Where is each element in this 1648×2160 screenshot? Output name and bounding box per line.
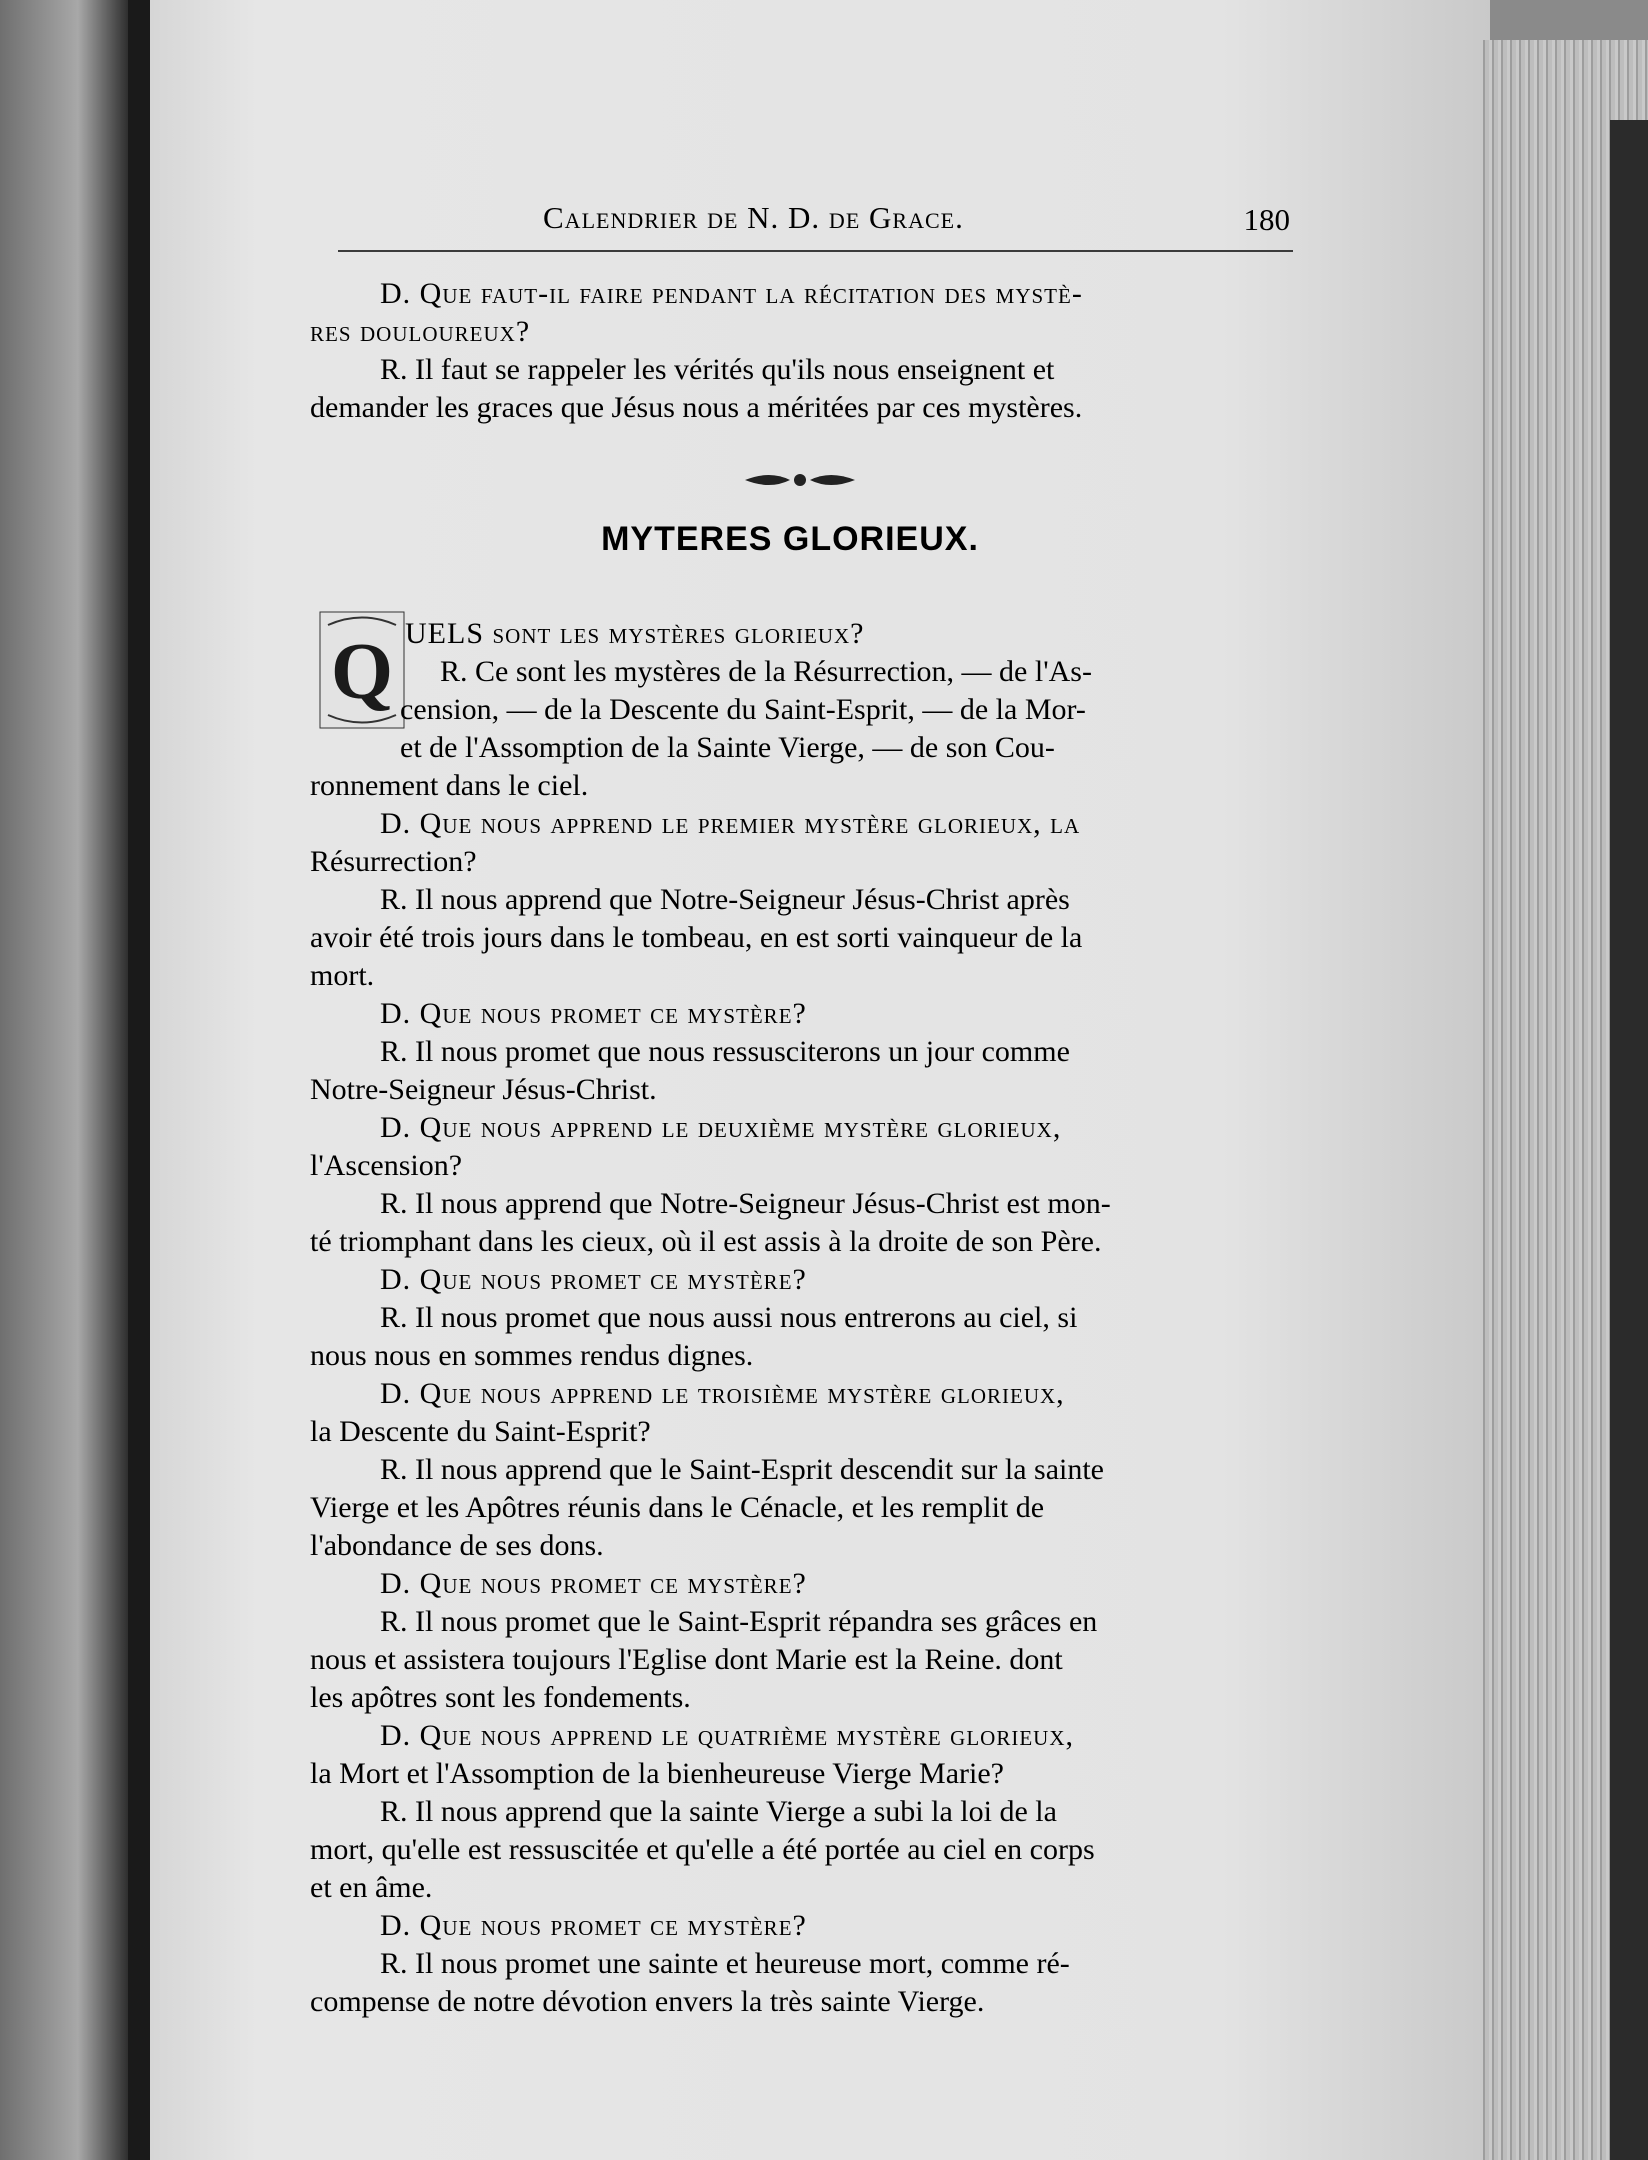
qa-line: Vierge et les Apôtres réunis dans le Cénacle, et les remplit de [310, 1491, 1045, 1524]
qa-line: nous et assistera toujours l'Eglise dont Marie est la Reine. dont [310, 1643, 1063, 1676]
intro-block [310, 275, 1300, 427]
qa-line-first: D. Que nous apprend le premier mystère glorieux, la [380, 807, 1081, 840]
qa-line-first: D. Que nous promet ce mystère? [380, 1263, 807, 1296]
book-gutter [128, 0, 150, 2160]
qa-line: té triomphant dans les cieux, où il est assis à la droite de son Père. [310, 1225, 1102, 1258]
intro-question-cont: res douloureux? [310, 315, 531, 348]
section-title: MYTERES GLORIEUX. [601, 520, 979, 558]
page-number: 180 [1243, 202, 1290, 237]
qa-line: l'abondance de ses dons. [310, 1529, 604, 1562]
qa-line-first: D. Que nous promet ce mystère? [380, 1567, 807, 1600]
qa-line: la Mort et l'Assomption de la bienheureuse Vierge Marie? [310, 1757, 1004, 1790]
qa-line-first: D. Que nous promet ce mystère? [380, 1909, 807, 1942]
intro-question: D. Que faut-il faire pendant la récitation des mystè- [380, 277, 1083, 310]
qa-line: ronnement dans le ciel. [310, 769, 589, 802]
cover-edge [1610, 120, 1648, 2160]
qa-line: et en âme. [310, 1871, 433, 1904]
qa-line: mort. [310, 959, 375, 992]
qa-line: compense de notre dévotion envers la très sainte Vierge. [310, 1985, 985, 2018]
qa-line-first: R. Il nous promet une sainte et heureuse mort, comme ré- [380, 1947, 1070, 1980]
qa-line-first: D. Que nous promet ce mystère? [380, 997, 807, 1030]
qa-line: et de l'Assomption de la Sainte Vierge, — de son Cou- [400, 731, 1055, 764]
header-rule [338, 250, 1293, 252]
ornament-icon [740, 468, 860, 492]
facing-page-edge [0, 0, 130, 2160]
qa-block [310, 615, 1300, 2021]
qa-line: cension, — de la Descente du Saint-Esprit, — de la Mor- [400, 693, 1086, 726]
qa-line: Notre-Seigneur Jésus-Christ. [310, 1073, 657, 1106]
qa-line-first: R. Il nous apprend que le Saint-Esprit descendit sur la sainte [380, 1453, 1104, 1486]
qa-line-first: D. Que nous apprend le quatrième mystère glorieux, [380, 1719, 1074, 1752]
qa-line-first: R. Il nous promet que nous aussi nous entrerons au ciel, si [380, 1301, 1078, 1334]
svg-text:Q: Q [330, 628, 394, 716]
qa-line: l'Ascension? [310, 1149, 463, 1182]
intro-answer: R. Il faut se rappeler les vérités qu'ils nous enseignent et [380, 353, 1055, 386]
intro-answer-cont: demander les graces que Jésus nous a méritées par ces mystères. [310, 391, 1083, 424]
qa-line-first: D. Que nous apprend le troisième mystère glorieux, [380, 1377, 1065, 1410]
qa-line-first: D. Que nous apprend le deuxième mystère glorieux, [380, 1111, 1062, 1144]
qa-line-first: R. Il nous apprend que la sainte Vierge a subi la loi de la [380, 1795, 1057, 1828]
qa-line-first: R. Il nous apprend que Notre-Seigneur Jésus-Christ est mon- [380, 1187, 1111, 1220]
qa-line: nous nous en sommes rendus dignes. [310, 1339, 754, 1372]
qa-line: Résurrection? [310, 845, 477, 878]
qa-line-first: R. Il nous promet que nous ressusciterons un jour comme [380, 1035, 1070, 1068]
running-title: Calendrier de N. D. de Grace. [543, 200, 964, 235]
qa-line-first: R. Il nous promet que le Saint-Esprit répandra ses grâces en [380, 1605, 1098, 1638]
qa-line-first: R. Il nous apprend que Notre-Seigneur Jésus-Christ après [380, 883, 1070, 916]
qa-line: mort, qu'elle est ressuscitée et qu'elle a été portée au ciel en corps [310, 1833, 1095, 1866]
qa-line-first: UELS sont les mystères glorieux? [405, 617, 865, 650]
qa-line-first: R. Ce sont les mystères de la Résurrection, — de l'As- [440, 655, 1092, 688]
qa-line: les apôtres sont les fondements. [310, 1681, 691, 1714]
qa-line: avoir été trois jours dans le tombeau, en est sorti vainqueur de la [310, 921, 1083, 954]
qa-line: la Descente du Saint-Esprit? [310, 1415, 651, 1448]
